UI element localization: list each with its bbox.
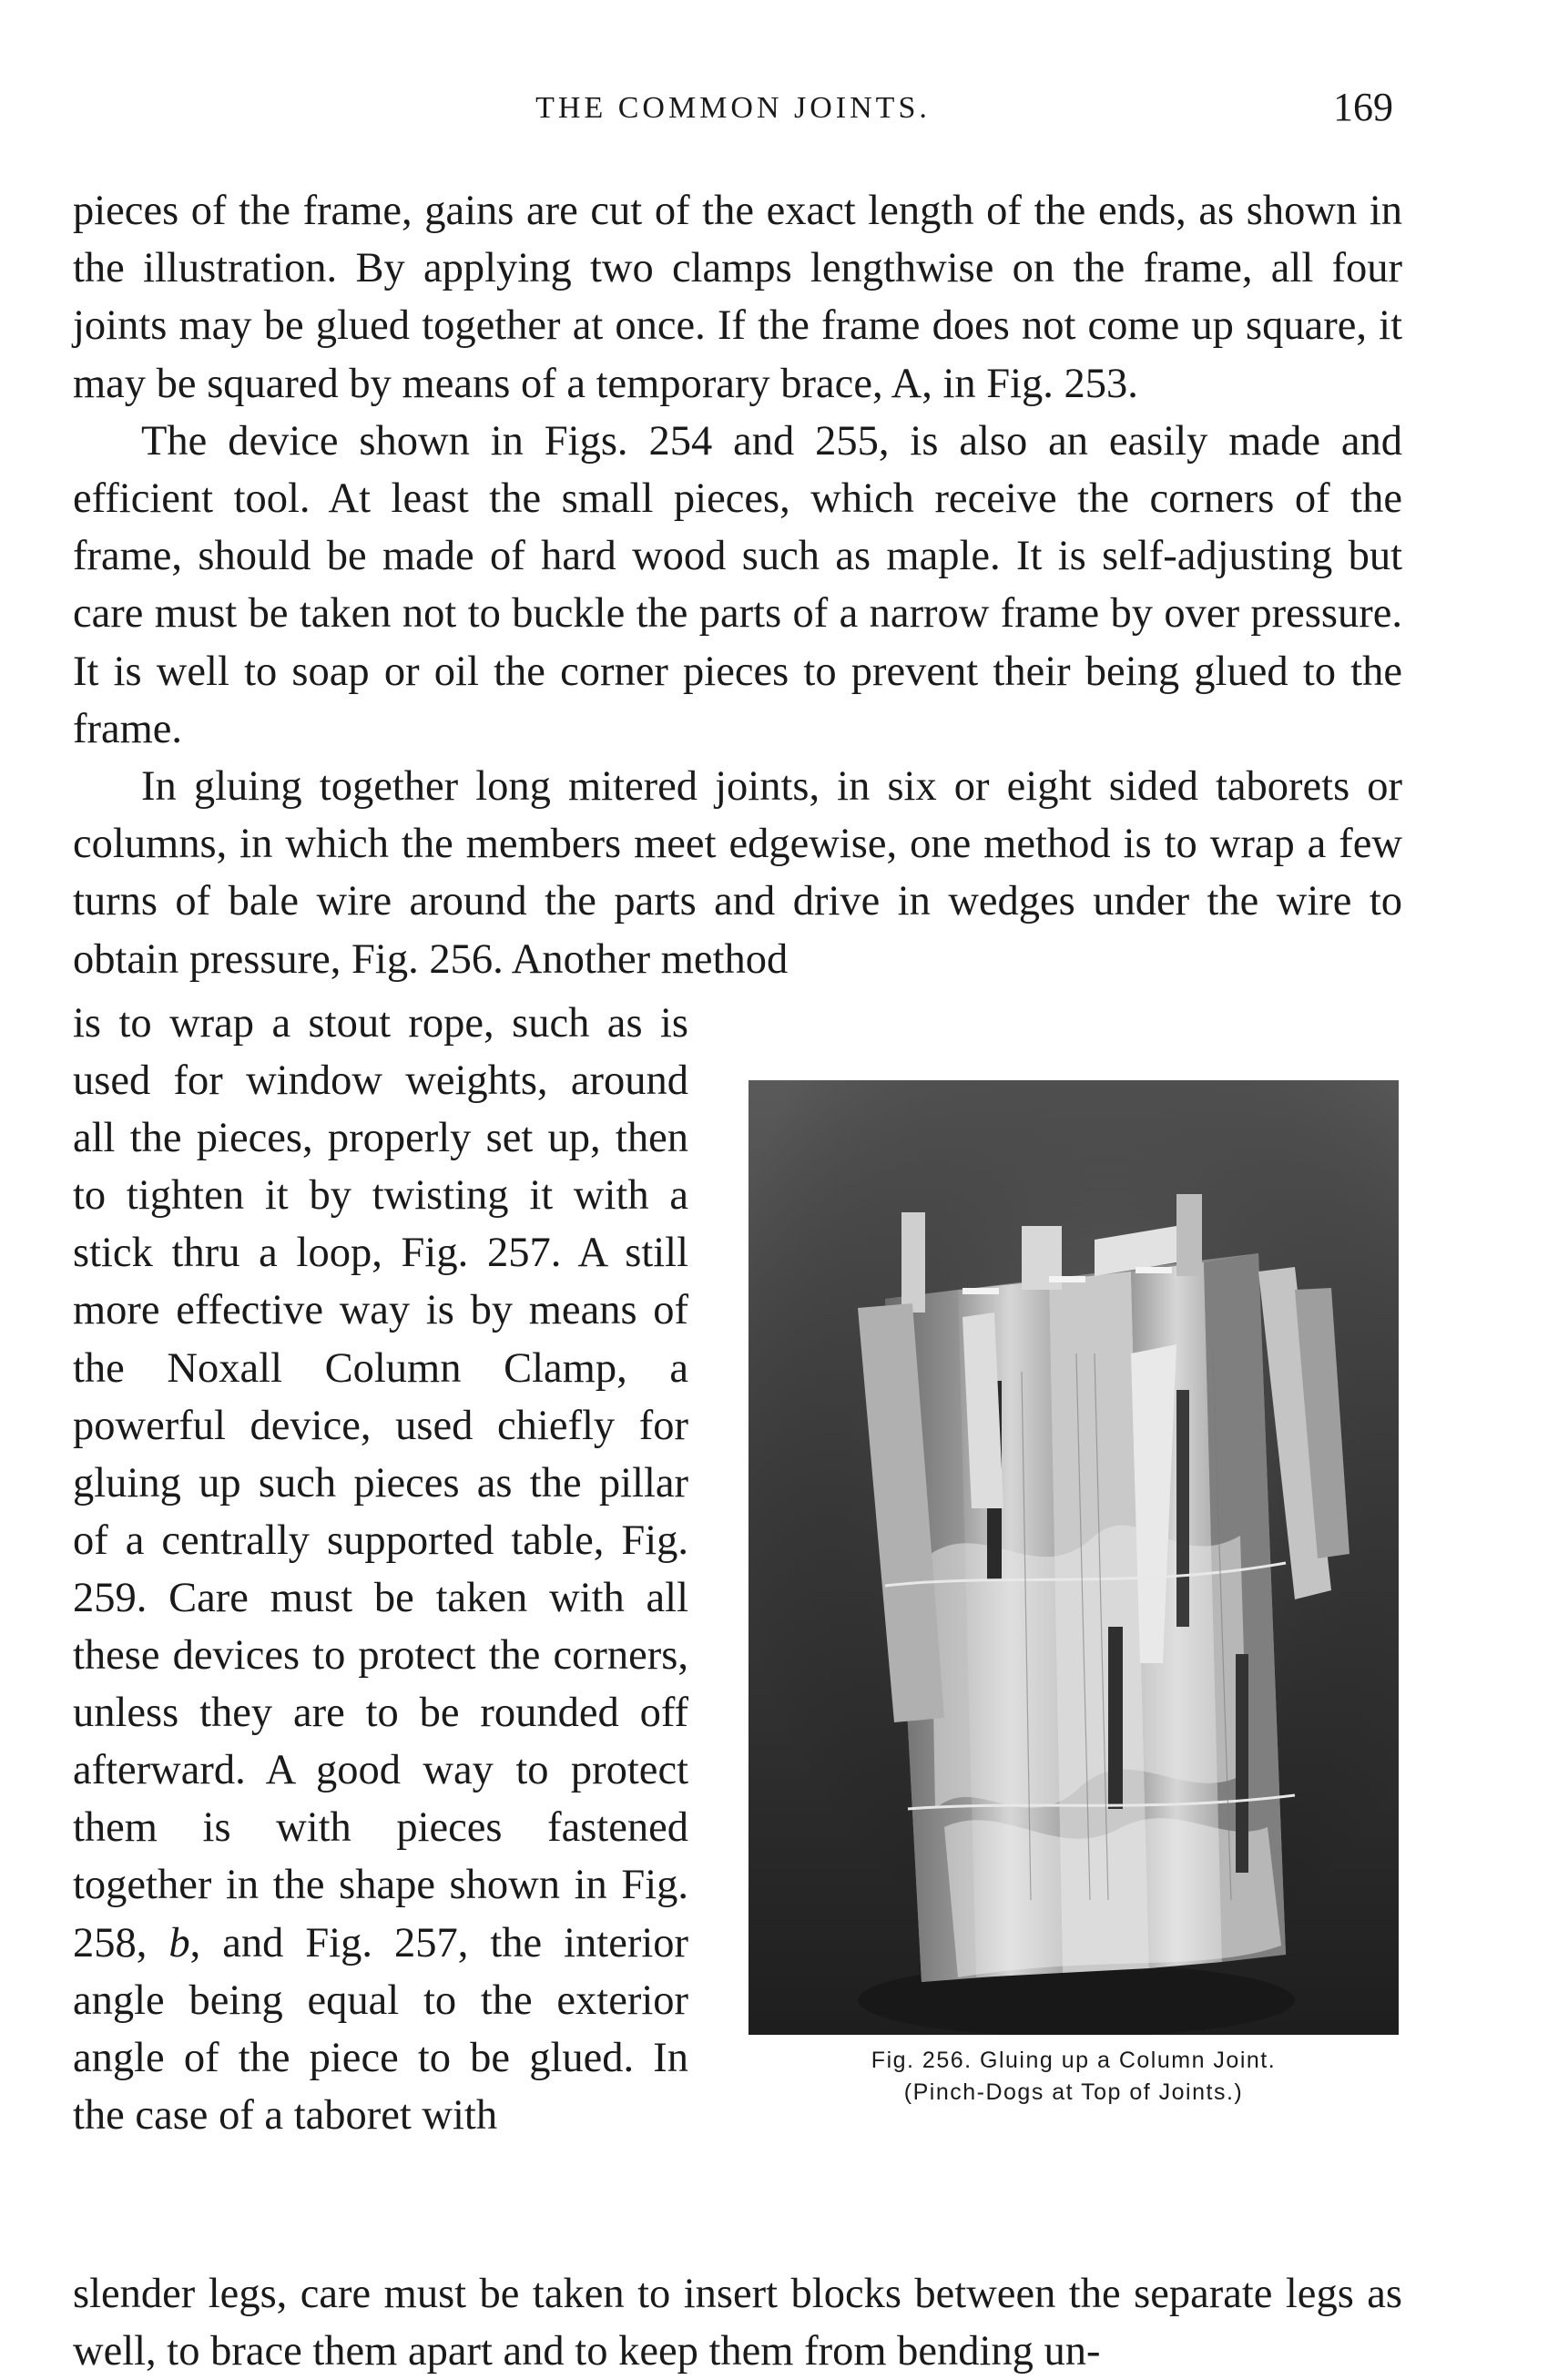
running-title: THE COMMON JOINTS. (535, 91, 931, 125)
paragraph-mitered-joints: In gluing together long mitered joints, in six or eight sided taborets or columns, in which the members meet edgewise, one method is to wrap a few turns of bale wire around the parts and drive in wedges under the wire to obtain pressure, Fig. 256. Another method (73, 763, 1402, 983)
body-text-beside-figure (73, 995, 688, 2144)
figure-caption-line-1: Fig. 256. Gluing up a Column Joint. (871, 2048, 1277, 2073)
running-header (73, 84, 1393, 138)
figure-caption-line-2: (Pinch-Dogs at Top of Joints.) (903, 2079, 1244, 2105)
narrow-text-part-2: , and Fig. 257, the interior angle being equal to the exterior angle of the piece to be glued. In the case of a taboret with (73, 1919, 688, 2139)
narrow-text-part-1: is to wrap a stout rope, such as is used for window weights, around all the pieces, properly set up, then to tighten it by twisting it with a stick thru a loop, Fig. 257. A still more effective way is by means of the Noxall Column Clamp, a powerful device, used chiefly for gluing up such pieces as the pillar of a centrally supported table, Fig. 259. Care must be taken with all these devices to protect the corners, unless they are to be rounded off afterward. A good way to protect them is with pieces fastened together in the shape shown in Fig. 258, (73, 1000, 688, 1966)
body-text-bottom: slender legs, care must be taken to insert blocks between the separate legs as well, to brace them apart and to keep them from bending un- (73, 2271, 1402, 2375)
paragraph-device: The device shown in Figs. 254 and 255, is also an easily made and efficient tool. At least the small pieces, which receive the corners of the frame, should be made of hard wood such as maple. It is self-adjusting but care must be taken not to buckle the parts of a narrow frame by over pressure. It is well to soap or oil the corner pieces to prevent their being glued to the frame. (73, 417, 1402, 752)
page-number: 169 (1333, 85, 1393, 129)
italic-letter-b: b (168, 1919, 190, 1966)
paragraph-continued: pieces of the frame, gains are cut of the exact length of the ends, as shown in the illustration. By applying two clamps lengthwise on the frame, all four joints may be glued together at once. If the frame does not come up square, it may be squared by means of a temporary brace, A, in Fig. 253. (73, 188, 1402, 407)
body-text-full-width (73, 182, 1402, 988)
column-joint-photograph (749, 1080, 1399, 2035)
